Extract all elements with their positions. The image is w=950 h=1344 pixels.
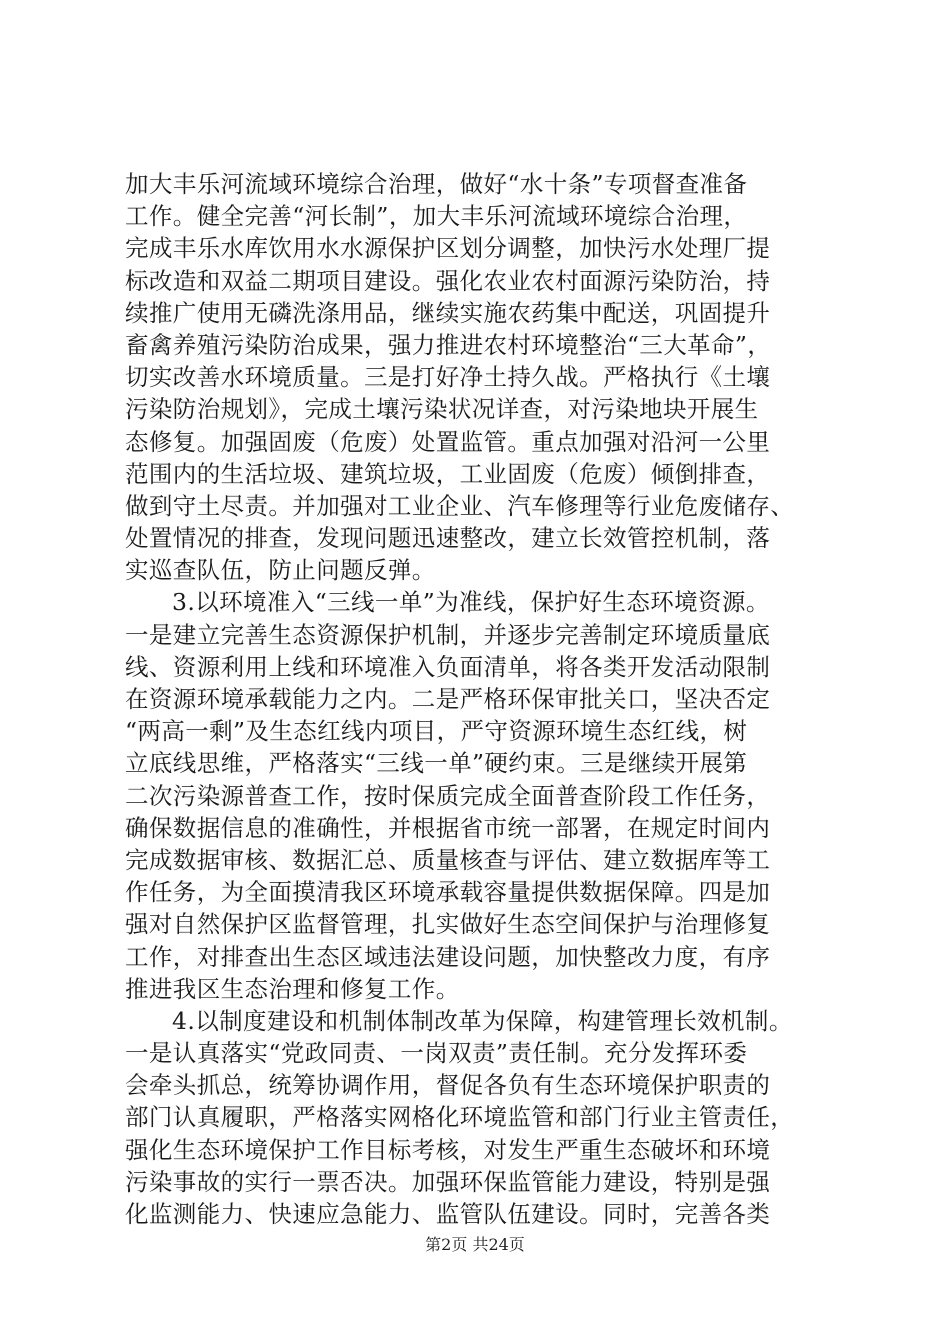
- text-line: 完成丰乐水库饮用水水源保护区划分调整，加快污水处理厂提: [125, 234, 771, 263]
- text-line: 切实改善水环境质量。三是打好净土持久战。严格执行《土壤: [125, 363, 771, 392]
- body-text: [125, 168, 840, 1230]
- text-line: 线、资源利用上线和环境准入负面清单，将各类开发活动限制: [125, 652, 771, 681]
- text-line: 4.以制度建设和机制体制改革为保障，构建管理长效机制。: [172, 1006, 793, 1035]
- text-line: “两高一剩”及生态红线内项目，严守资源环境生态红线，树: [125, 717, 748, 746]
- text-line: 实巡查队伍，防止问题反弹。: [125, 556, 436, 585]
- text-line: 续推广使用无磷洗涤用品，继续实施农药集中配送，巩固提升: [125, 298, 771, 327]
- text-line: 做到守土尽责。并加强对工业企业、汽车修理等行业危废储存、: [125, 491, 795, 520]
- text-line: 立底线思维，严格落实“三线一单”硬约束。三是继续开展第: [125, 749, 748, 778]
- text-line: 加大丰乐河流域环境综合治理，做好“水十条”专项督查准备: [125, 170, 748, 198]
- text-line: 在资源环境承载能力之内。二是严格环保审批关口，坚决否定: [125, 685, 771, 713]
- text-line: 强化生态环境保护工作目标考核，对发生严重生态破坏和环境: [125, 1135, 771, 1164]
- text-line: 确保数据信息的准确性，并根据省市统一部署，在规定时间内: [125, 813, 771, 842]
- text-line: 3.以环境准入“三线一单”为准线，保护好生态环境资源。: [172, 588, 770, 617]
- text-line: 完成数据审核、数据汇总、质量核查与评估、建立数据库等工: [125, 845, 771, 874]
- text-line: 污染事故的实行一票否决。加强环保监管能力建设，特别是强: [125, 1167, 771, 1196]
- text-line: 会牵头抓总，统筹协调作用，督促各负有生态环境保护职责的: [125, 1071, 771, 1100]
- page-footer: 第2页 共24页: [425, 1235, 525, 1254]
- text-line: 污染防治规划》，完成土壤污染状况详查，对污染地块开展生: [125, 395, 759, 424]
- text-line: 一是认真落实“党政同责、一岗双责”责任制。充分发挥环委: [125, 1039, 748, 1068]
- text-line: 工作，对排查出生态区域违法建设问题，加快整改力度，有序: [125, 942, 771, 971]
- text-line: 范围内的生活垃圾、建筑垃圾，工业固废（危废）倾倒排查，: [125, 459, 771, 488]
- text-line: 一是建立完善生态资源保护机制，并逐步完善制定环境质量底: [125, 620, 771, 649]
- text-line: 态修复。加强固废（危废）处置监管。重点加强对沿河一公里: [125, 427, 771, 456]
- text-line: 工作。健全完善“河长制”，加大丰乐河流域环境综合治理，: [125, 202, 748, 231]
- text-line: 化监测能力、快速应急能力、监管队伍建设。同时，完善各类: [125, 1200, 771, 1228]
- text-line: 畜禽养殖污染防治成果，强力推进农村环境整治“三大革命”，: [125, 330, 772, 359]
- text-line: 部门认真履职，严格落实网格化环境监管和部门行业主管责任，: [125, 1103, 795, 1132]
- text-line: 推进我区生态治理和修复工作。: [125, 974, 460, 1003]
- text-line: 处置情况的排查，发现问题迅速整改，建立长效管控机制，落: [125, 524, 771, 553]
- text-line: 二次污染源普查工作，按时保质完成全面普查阶段工作任务，: [125, 781, 771, 810]
- text-line: 作任务，为全面摸清我区环境承载容量提供数据保障。四是加: [125, 878, 771, 907]
- text-line: 标改造和双益二期项目建设。强化农业农村面源污染防治，持: [125, 266, 771, 295]
- text-line: 强对自然保护区监督管理，扎实做好生态空间保护与治理修复: [125, 910, 771, 939]
